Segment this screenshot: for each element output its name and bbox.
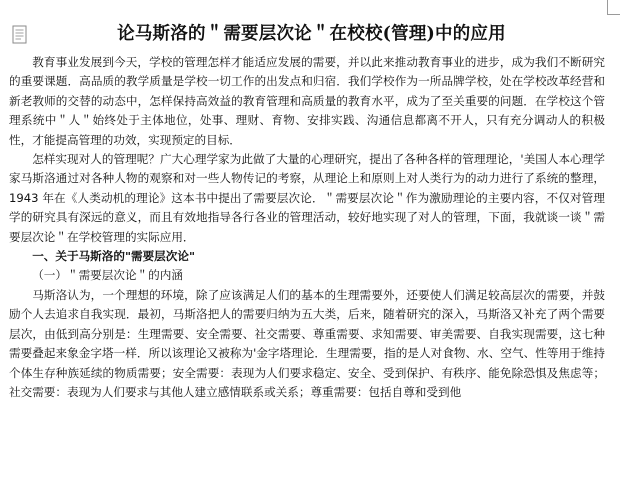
document-title: 论马斯洛的＂需要层次论＂在校校(管理)中的应用 — [117, 24, 506, 44]
paragraph-3: 马斯洛认为，一个理想的环境，除了应该满足人们的基本的生理需要外，还要使人们满足较高层次的需要，并鼓励个人去追求自我实现．最初，马斯洛把人的需要归纳为五大类，后来，随着研究的深入，马斯洛又补充了两个需要层次，由低到高分别是：生理需要、安全需要、社交需要、尊重需要、求知需要、审美需要、自我实现需要，这七种需要叠起来象金字塔一样．所以该理论又被称为'金字塔理论．生理需要，指的是人对食物、水、空气、性等用于维持个体生存种族延续的物质需要；安全需要：表现为人们要求稳定、安全、受到保护、有秩序、能免除恐惧及焦虑等；社交需要：表现为人们要求与其他人建立感情联系或关系；尊重需要：包括自尊和受到他 — [9, 287, 605, 399]
page-corner-mark — [607, 0, 620, 15]
paragraph-2: 怎样实现对人的管理呢？广大心理学家为此做了大量的心理研究，提出了各种各样的管理理论，'美国人本心理学家马斯洛通过对各种人物的观察和对一些人物传记的考察，从理论上和原则上对人类行为的动力进行了系统的整理，1943 年在《人类动机的理论》这本书中提出了需要层次论．＂需要层次论＂作为激励理论的主要内容，不仅对管理学的研究具有深远的意义，而且有效地指导各行各业的管理活动，较好地实现了对人的管理，下面，我就谈一谈＂需要层次论＂在学校管理的实际应用． — [9, 152, 605, 244]
paragraph-1: 教育事业发展到今天，学校的管理怎样才能适应发展的需要，并以此来推动教育事业的进步，成为我们不断研究的重要课题．高品质的教学质量是学校一切工作的出发点和归宿．我们学校作为一所品牌学校，处在学校改革经营和新老教师的交替的动态中，怎样保持高效益的教育管理和高质量的教育水平，成为了至关重要的问题．在学校这个管理系统中＂人＂始终处于主体地位，处事、理财、育物、安排实践、沟通信息都离不开人，只有充分调动人的积极性，才能提高管理的功效，实现预定的目标． — [9, 55, 605, 147]
document-body — [9, 53, 605, 402]
subsection-heading: （一）＂需要层次论＂的内涵 — [32, 268, 183, 283]
section-heading: 一、关于马斯洛的"需要层次论" — [32, 249, 195, 264]
